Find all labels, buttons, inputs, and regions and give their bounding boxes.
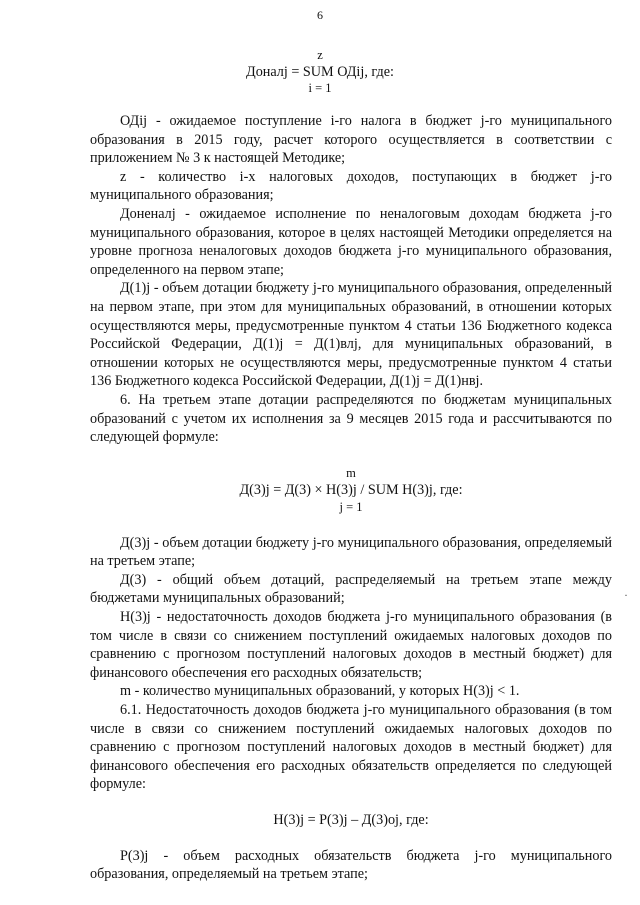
- formula1-lower-limit: i = 1: [308, 81, 332, 95]
- def-z: z - количество i-х налоговых доходов, поступающих в бюджет j-го муниципального образования;: [90, 168, 612, 204]
- formula3-main: Н(3)j = Р(3)j – Д(3)оj, где:: [273, 812, 429, 828]
- formula1-main: Доналj = SUM ОДij, где:: [246, 64, 394, 80]
- formula2: [90, 465, 612, 516]
- def-donenal: Доненалj - ожидаемое исполнение по неналоговым доходам бюджета j-го муниципального образования, которое в целях настоящей Методики определяется на уровне прогноза неналоговых доходов бюджета j-го муниципального образования, определенного на первом этапе;: [90, 205, 612, 278]
- def-d3: Д(3) - общий объем дотаций, распределяемый на третьем этапе между бюджетами муниципальных образований;: [90, 571, 612, 607]
- formula2-lower-limit: j = 1: [339, 499, 363, 514]
- page-number: 6: [317, 8, 323, 22]
- def-n3j: Н(3)j - недостаточность доходов бюджета j-го муниципального образования (в том числе в связи со снижением поступлений ожидаемых налоговых доходов по сравнению с прогнозом поступлений налоговых доходов в местный бюджет) для финансового обеспечения его расходных обязательств;: [90, 609, 612, 681]
- formula2-upper-limit: m: [346, 465, 356, 480]
- formula2-main: Д(3)j = Д(3) × Н(3)j / SUM Н(3)j, где:: [239, 481, 463, 498]
- def-m: m - количество муниципальных образований, у которых Н(3)j < 1.: [120, 683, 520, 700]
- document-body: [90, 112, 612, 884]
- para-6-1: 6.1. Недостаточность доходов бюджета j-го муниципального образования (в том числе в связи со снижением поступлений ожидаемых налоговых доходов по сравнению с прогнозом поступлений налоговых доходов в местный бюджет) для финансового обеспечения его расходных обязательств определяется по следующей формуле:: [90, 702, 612, 793]
- def-od: ОДij - ожидаемое поступление i-го налога в бюджет j-го муниципального образования в 2015 году, расчет которого осуществляется в соответствии с приложением № 3 к настоящей Методике;: [90, 113, 612, 167]
- margin-dot: ·: [624, 588, 628, 602]
- def-d3j: Д(3)j - объем дотации бюджету j-го муниципального образования, определяемый на третьем этапе;: [90, 534, 612, 570]
- formula1-upper-limit: z: [317, 48, 323, 62]
- para-6: 6. На третьем этапе дотации распределяются по бюджетам муниципальных образований с учетом их исполнения за 9 месяцев 2015 года и рассчитываются по следующей формуле:: [90, 391, 612, 446]
- def-r3j: Р(3)j - объем расходных обязательств бюджета j-го муниципального образования, определяемый на третьем этапе;: [90, 847, 612, 883]
- def-d1: Д(1)j - объем дотации бюджету j-го муниципального образования, определенный на первом этапе, при этом для муниципальных образований, в отношении которых осуществляются меры, предусмотренные пунктом 4 статьи 136 Бюджетного кодекса Российской Федерации, Д(1)j = Д(1)влj, для муниципальных образований, в отношении которых не осуществляются меры, предусмотренные пунктом 4 статьи 136 Бюджетного кодекса Российской Федерации, Д(1)j = Д(1)нвj.: [90, 280, 612, 390]
